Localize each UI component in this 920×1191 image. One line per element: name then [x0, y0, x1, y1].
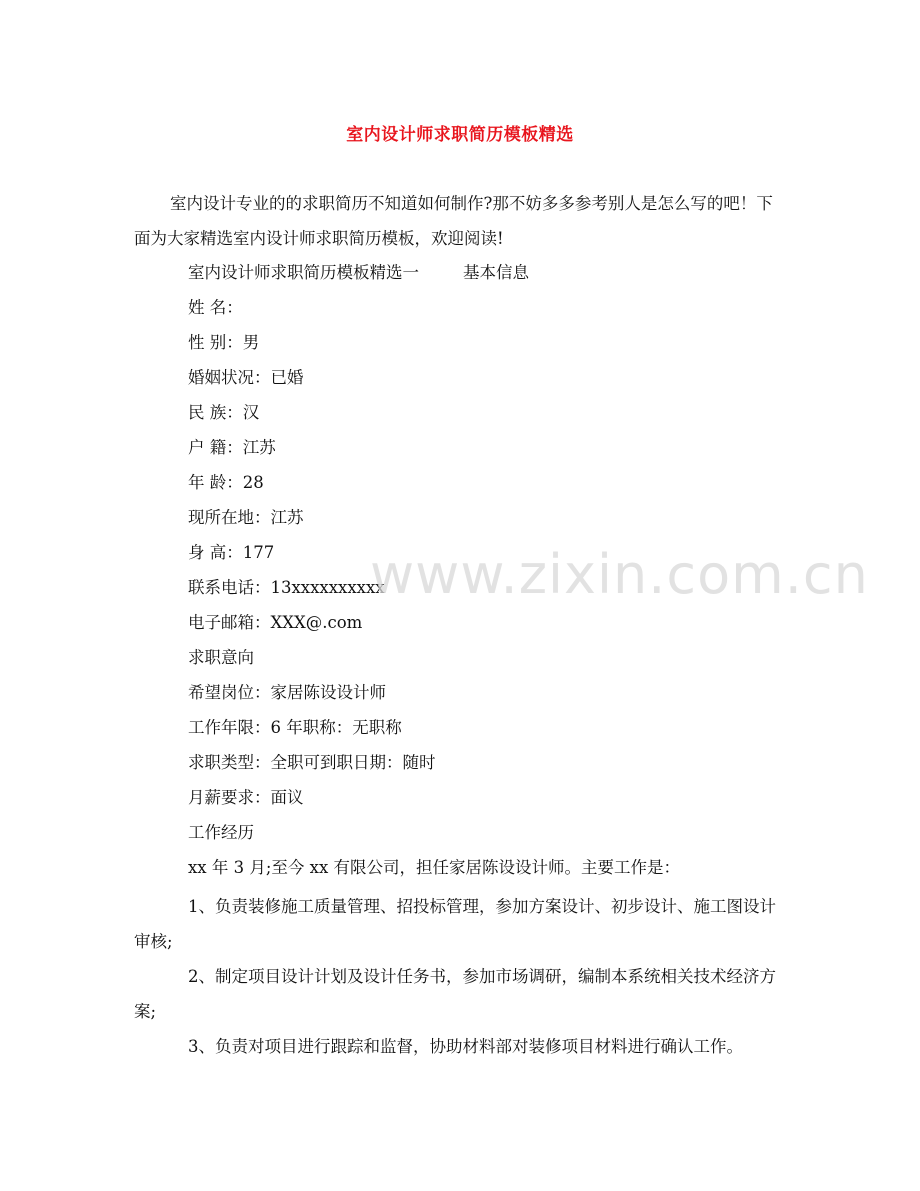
- duty-item: 2、制定项目设计计划及设计任务书，参加市场调研，编制本系统相关技术经济方案;: [134, 967, 776, 1021]
- heading-work-experience: 工作经历: [188, 823, 254, 842]
- field-marital-status: 婚姻状况：已婚: [188, 368, 304, 387]
- document-title: 室内设计师求职简历模板精选: [346, 125, 574, 145]
- field-age: 年 龄：28: [188, 473, 264, 492]
- intro-paragraph: 室内设计专业的的求职简历不知道如何制作?那不妨多多参考别人是怎么写的吧！下面为大家精选室内设计师求职简历模板，欢迎阅读!: [134, 194, 773, 248]
- field-work-years: 工作年限：6 年职称：无职称: [188, 718, 402, 737]
- section-subheading: 基本信息: [463, 263, 529, 282]
- field-desired-position: 希望岗位：家居陈设设计师: [188, 683, 386, 702]
- field-ethnicity: 民 族：汉: [188, 403, 260, 422]
- field-salary: 月薪要求：面议: [188, 788, 304, 807]
- section-heading: 室内设计师求职简历模板精选一: [188, 263, 419, 282]
- heading-job-intent: 求职意向: [188, 648, 254, 667]
- field-current-location: 现所在地：江苏: [188, 508, 304, 527]
- duty-item: 3、负责对项目进行跟踪和监督，协助材料部对装修项目材料进行确认工作。: [188, 1037, 743, 1056]
- duty-item: 1、负责装修施工质量管理、招投标管理，参加方案设计、初步设计、施工图设计审核;: [134, 897, 776, 951]
- section-heading-line: [188, 261, 529, 285]
- field-gender: 性 别：男: [188, 333, 260, 352]
- field-height: 身 高：177: [188, 543, 275, 562]
- site-watermark: www.zixin.com.cn: [370, 543, 869, 606]
- field-hometown: 户 籍：江苏: [188, 438, 276, 457]
- field-name: 姓 名：: [188, 298, 243, 317]
- field-email: 电子邮箱：XXX@.com: [188, 613, 363, 632]
- work-experience-entry: xx 年 3 月;至今 xx 有限公司，担任家居陈设设计师。主要工作是：: [188, 858, 681, 877]
- field-phone: 联系电话：13xxxxxxxxxx: [188, 578, 385, 597]
- field-job-type: 求职类型：全职可到职日期：随时: [188, 753, 436, 772]
